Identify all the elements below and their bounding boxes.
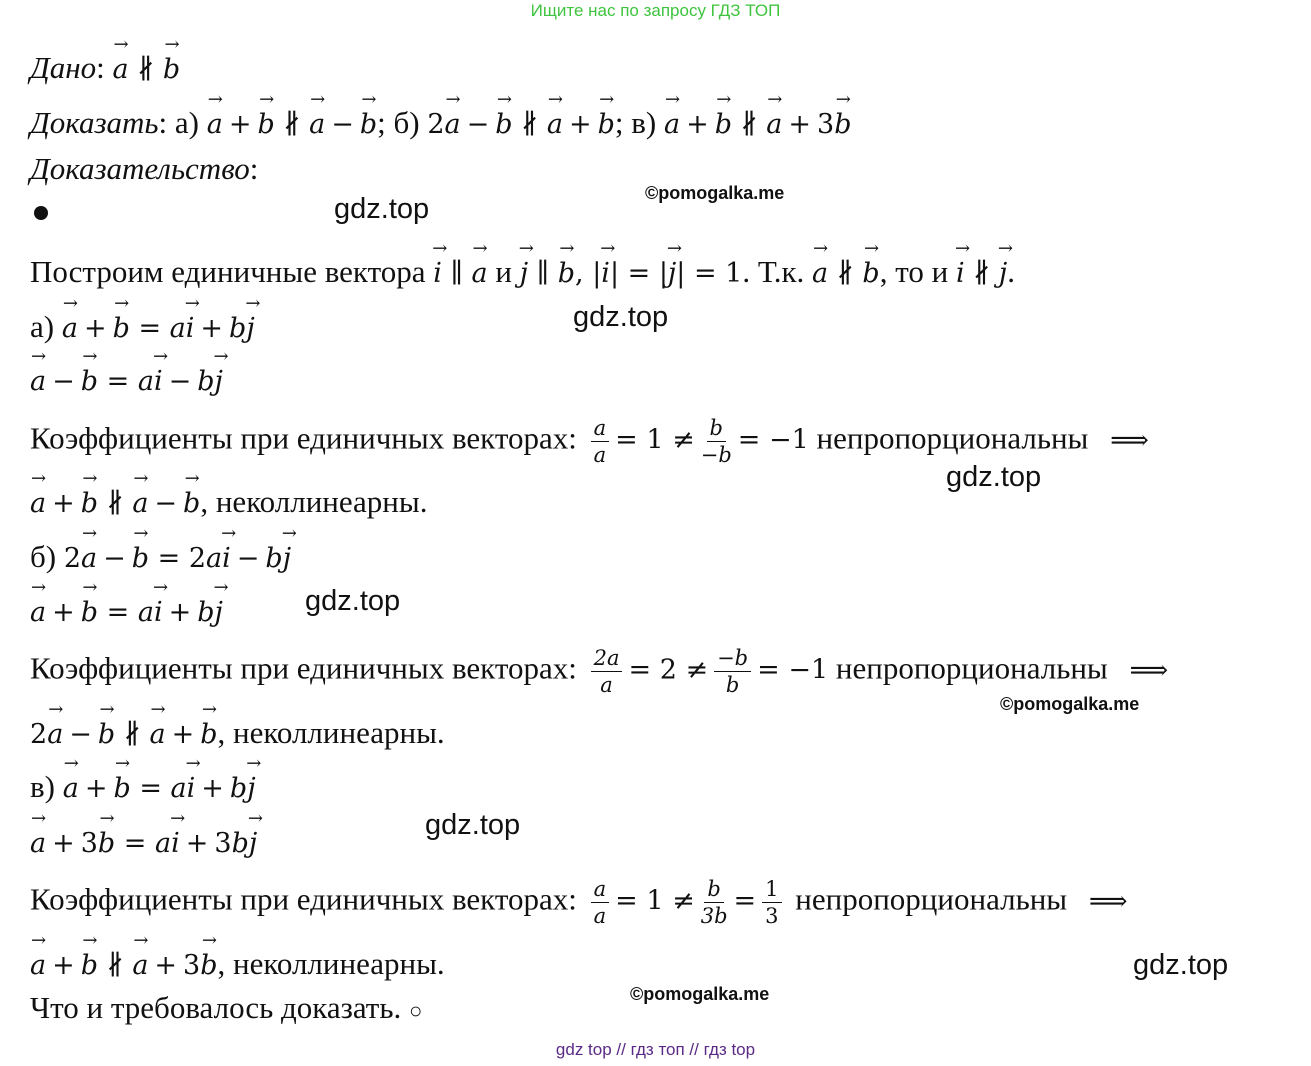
b-result: 2a → − b → ∦ a → + b →, неколлинеарны.: [30, 711, 445, 755]
then-text: , то и: [879, 254, 949, 289]
v-coef-line: Коэффициенты при единичных векторах: $\frac{a}{a}$ = 1 ≠ $\frac{b}{3b}$ = $\frac{1}{3}$ непропорциональны ⟹: [30, 877, 1128, 928]
noncollinear-text: , неколлинеарны.: [217, 946, 445, 981]
pomogalka-watermark: ©pomogalka.me: [1000, 694, 1140, 714]
bullet-dot: [34, 206, 48, 220]
b-label: б): [30, 539, 57, 574]
a-eq1: а) a → + b → = ai → + bj →: [30, 305, 255, 349]
proof-line: Доказательство:: [30, 151, 259, 186]
footer-links[interactable]: gdz top // гдз топ // гдз top: [555, 1040, 756, 1059]
header-banner: Ищите нас по запросу ГДЗ ТОП: [530, 1, 781, 20]
gdz-watermark: gdz.top: [334, 193, 430, 225]
v-label: в): [30, 769, 55, 804]
gdz-watermark: gdz.top: [1133, 949, 1229, 981]
proof-label: Доказательство: [30, 151, 250, 186]
gdz-watermark: gdz.top: [425, 809, 521, 841]
b-eq2: a → + b → = ai → + bj →: [30, 589, 223, 633]
part-b-label: б): [393, 105, 420, 140]
build-text: Построим единичные вектора: [30, 254, 426, 289]
part-a-label: а): [174, 105, 200, 140]
coef-text: Коэффициенты при единичных векторах:: [30, 881, 577, 917]
v-eq1: в) a → + b → = ai → + bj →: [30, 765, 256, 809]
a-eq2: a → − b → = ai → − bj →: [30, 358, 223, 402]
a-result: a → + b → ∦ a → − b →, неколлинеарны.: [30, 480, 427, 524]
noncollinear-text: , неколлинеарны.: [217, 715, 445, 750]
part-v-label: в): [631, 105, 657, 140]
nonprop-text: непропорциональны: [816, 420, 1089, 456]
gdz-watermark: gdz.top: [573, 301, 669, 333]
pomogalka-watermark: ©pomogalka.me: [630, 984, 770, 1004]
a-coef-line: Коэффициенты при единичных векторах: $\frac{a}{a}$ = 1 ≠ $\frac{b}{-b}$ = −1 непропорциональны ⟹: [30, 416, 1149, 467]
pomogalka-watermark: ©pomogalka.me: [645, 183, 785, 203]
conclusion-line: Что и требовалось доказать. ○: [30, 990, 423, 1025]
noncollinear-text: , неколлинеарны.: [200, 484, 428, 519]
b-eq1: б) 2a → − b → = 2ai → − bj →: [30, 535, 291, 579]
coef-text: Коэффициенты при единичных векторах:: [30, 650, 577, 686]
gdz-watermark: gdz.top: [946, 461, 1042, 493]
given-label: Дано: [30, 50, 97, 85]
since-text: . Т.к.: [742, 254, 805, 289]
v-result: a → + b → ∦ a → + 3b →, неколлинеарны.: [30, 942, 445, 986]
coef-text: Коэффициенты при единичных векторах:: [30, 420, 577, 456]
b-coef-line: Коэффициенты при единичных векторах: $\frac{2a}{a}$ = 2 ≠ $\frac{-b}{b}$ = −1 непропорциональны ⟹: [30, 646, 1169, 697]
unit-vectors-line: Построим единичные вектора i → ∥ a → и j → ∥ b →, |i →| = |j →| = 1. Т.к. a → ∦ b →, то и i → ∦ j →.: [30, 250, 1015, 294]
conclusion-text: Что и требовалось доказать.: [30, 990, 402, 1025]
v-eq2: a → + 3b → = ai → + 3bj →: [30, 820, 257, 864]
gdz-watermark: gdz.top: [305, 585, 401, 617]
nonprop-text: непропорциональны: [795, 881, 1068, 917]
prove-label: Доказать: [30, 105, 159, 140]
prove-line: Доказать: а) a → + b → ∦ a → − b →; б) 2a → − b → ∦ a → + b →; в) a → + b → ∦ a → + 3b →: [30, 101, 852, 145]
and-text: и: [495, 254, 512, 289]
a-label: а): [30, 309, 55, 344]
given-line: Дано: a → ∦ b →: [30, 46, 180, 90]
nonprop-text: непропорциональны: [835, 650, 1108, 686]
